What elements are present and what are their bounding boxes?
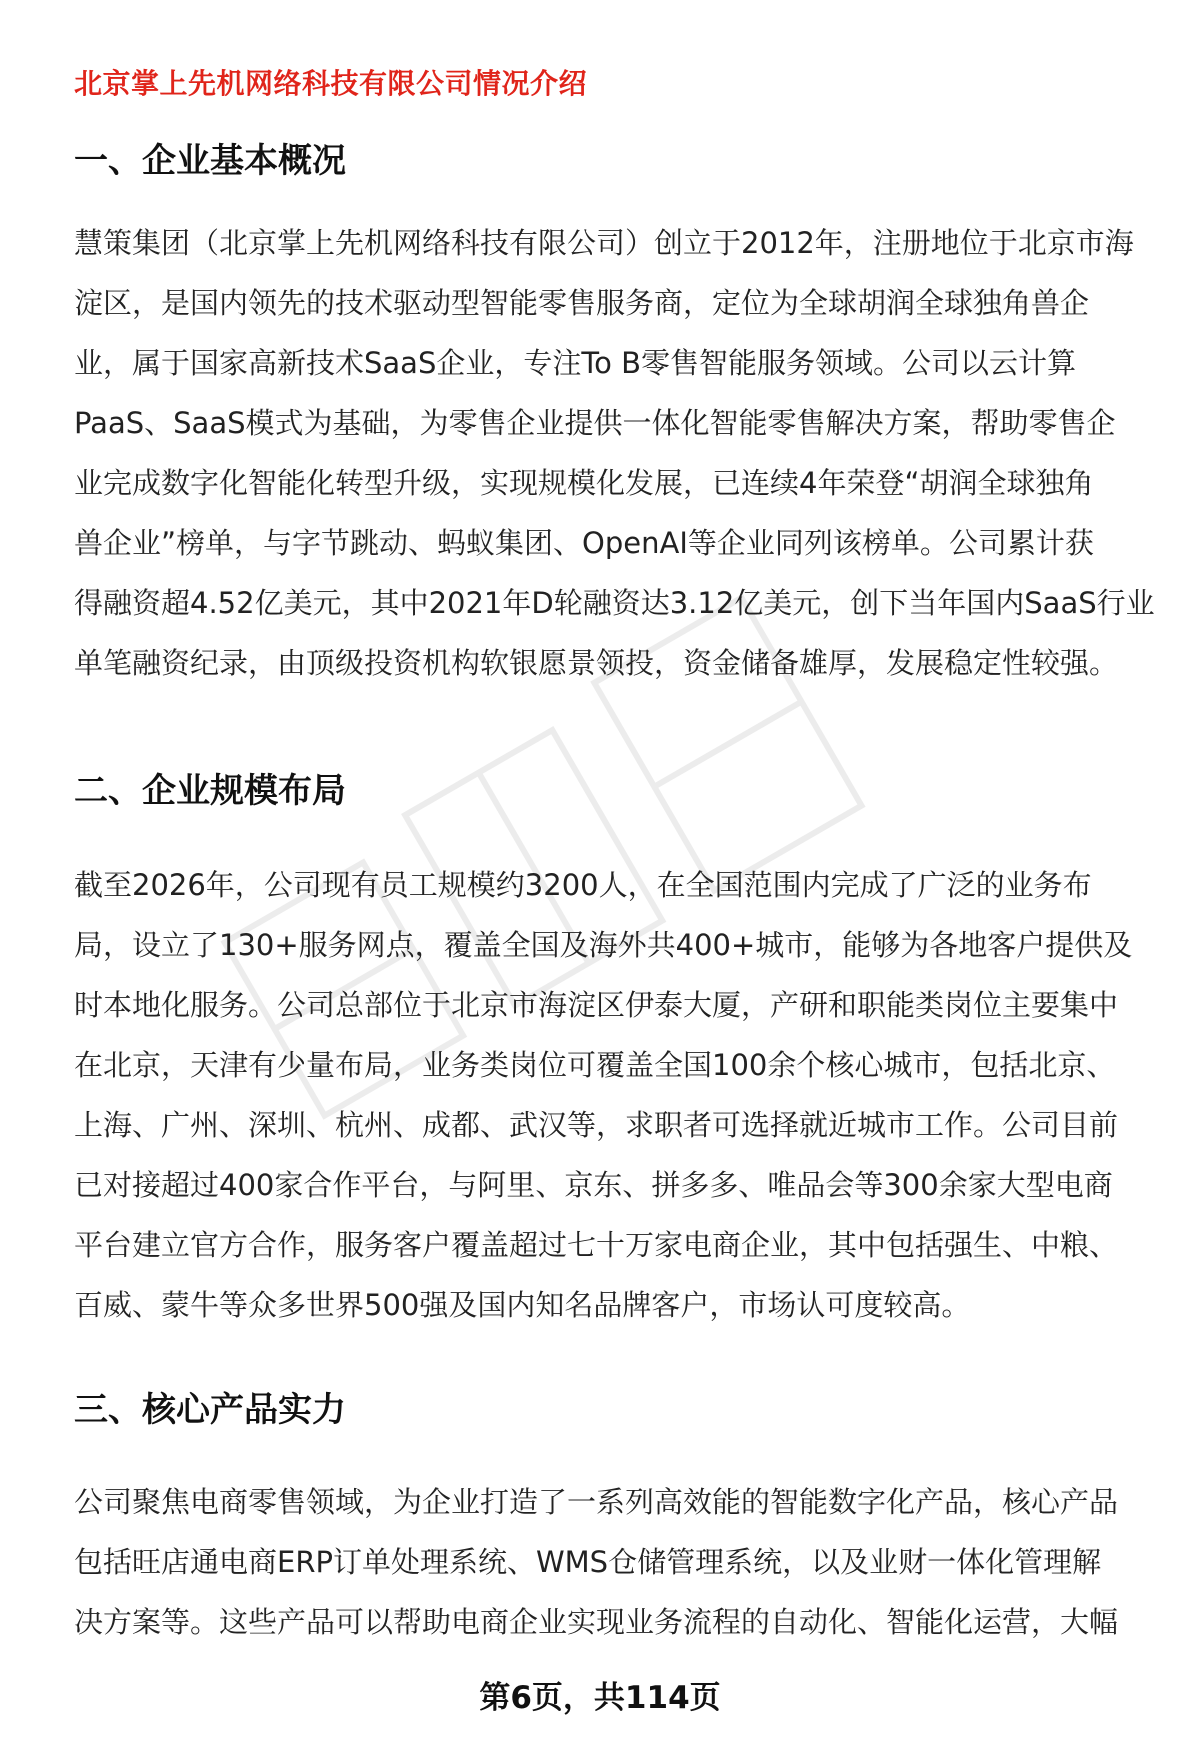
section-heading-products: 三、核心产品实力 [74,1390,346,1430]
paragraph-line: 单笔融资纪录，由顶级投资机构软银愿景领投，资金储备雄厚，发展稳定性较强。 [74,646,1119,680]
paragraph-line: 局，设立了130+服务网点，覆盖全国及海外共400+城市，能够为各地客户提供及 [74,928,1133,962]
paragraph-line: 兽企业”榜单，与字节跳动、蚂蚁集团、OpenAI等企业同列该榜单。公司累计获 [74,526,1094,560]
paragraph-line: 百威、蒙牛等众多世界500强及国内知名品牌客户，市场认可度较高。 [74,1288,971,1322]
paragraph-line: 时本地化服务。公司总部位于北京市海淀区伊泰大厦，产研和职能类岗位主要集中 [74,988,1119,1022]
paragraph-line: 已对接超过400家合作平台，与阿里、京东、拼多多、唯品会等300余家大型电商 [74,1168,1113,1202]
paragraph-line: PaaS、SaaS模式为基础，为零售企业提供一体化智能零售解决方案，帮助零售企 [74,406,1116,440]
paragraph-line: 上海、广州、深圳、杭州、成都、武汉等，求职者可选择就近城市工作。公司目前 [74,1108,1119,1142]
paragraph-line: 平台建立官方合作，服务客户覆盖超过七十万家电商企业，其中包括强生、中粮、 [74,1228,1119,1262]
section-paragraph-overview [74,213,1164,693]
paragraph-line: 业，属于国家高新技术SaaS企业，专注To B零售智能服务领域。公司以云计算 [74,346,1077,380]
paragraph-line: 包括旺店通电商ERP订单处理系统、WMS仓储管理系统，以及业财一体化管理解 [74,1545,1102,1579]
section-paragraph-scale [74,855,1164,1335]
paragraph-line: 淀区，是国内领先的技术驱动型智能零售服务商，定位为全球胡润全球独角兽企 [74,286,1090,320]
section-heading-scale: 二、企业规模布局 [74,771,346,811]
section-heading-overview: 一、企业基本概况 [74,141,346,181]
paragraph-line: 得融资超4.52亿美元，其中2021年D轮融资达3.12亿美元，创下当年国内SaaS行业 [74,586,1155,620]
paragraph-line: 在北京，天津有少量布局，业务类岗位可覆盖全国100余个核心城市，包括北京、 [74,1048,1116,1082]
section-paragraph-products [74,1472,1164,1652]
paragraph-line: 公司聚焦电商零售领域，为企业打造了一系列高效能的智能数字化产品，核心产品 [74,1485,1119,1519]
paragraph-line: 业完成数字化智能化转型升级，实现规模化发展，已连续4年荣登“胡润全球独角 [74,466,1094,500]
paragraph-line: 慧策集团（北京掌上先机网络科技有限公司）创立于2012年，注册地位于北京市海 [74,226,1134,260]
paragraph-line: 截至2026年，公司现有员工规模约3200人，在全国范围内完成了广泛的业务布 [74,868,1092,902]
page-number: 第6页，共114页 [479,1680,721,1716]
paragraph-line: 决方案等。这些产品可以帮助电商企业实现业务流程的自动化、智能化运营，大幅 [74,1605,1119,1639]
document-title: 北京掌上先机网络科技有限公司情况介绍 [74,67,588,100]
